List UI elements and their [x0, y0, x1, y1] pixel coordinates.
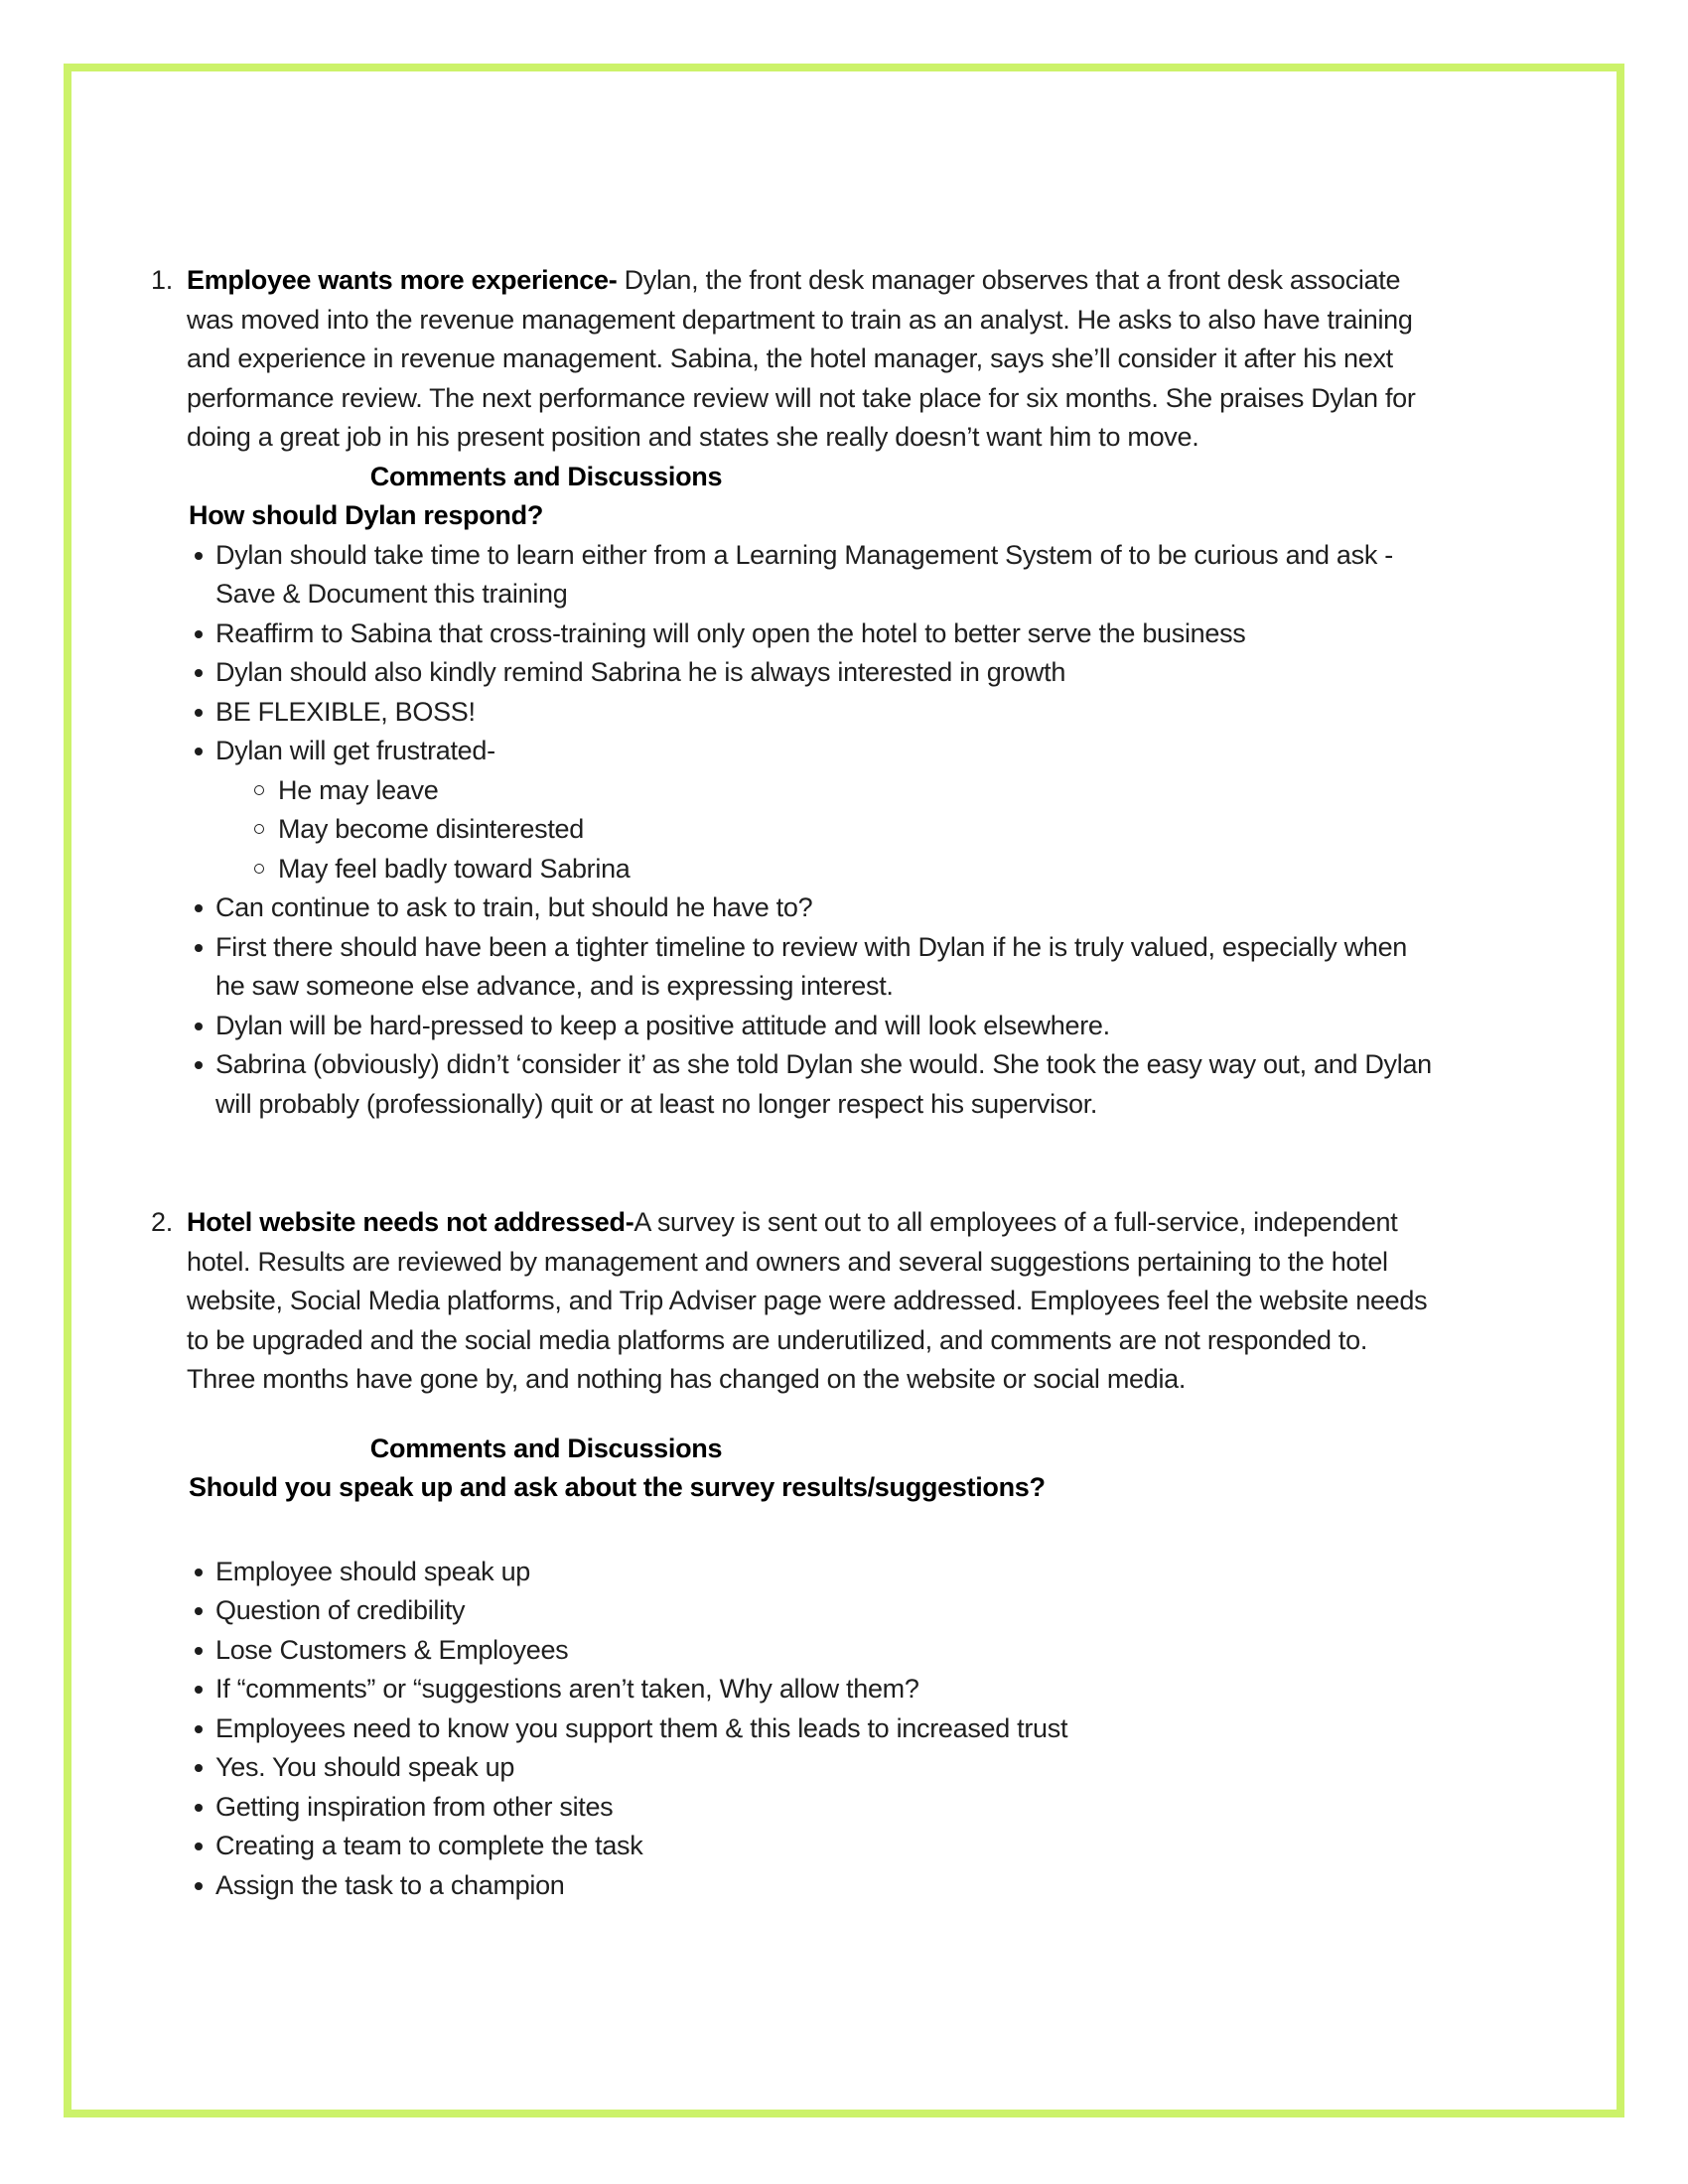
- bullet-icon: [195, 1804, 203, 1812]
- bullet-icon: [195, 1882, 203, 1890]
- numbered-item-2: [149, 1203, 1440, 1400]
- bullet-icon: [195, 1647, 203, 1655]
- document-content: [149, 0, 1440, 1905]
- sub-list-item: [149, 810, 1440, 850]
- comments-heading: Comments and Discussions: [369, 1433, 723, 1463]
- bullet-icon: [195, 1607, 203, 1615]
- list-item: [149, 888, 1440, 928]
- bullet-text: May become disinterested: [278, 814, 584, 844]
- list-item: [149, 1748, 1440, 1788]
- list-item: [149, 732, 1440, 771]
- sub-list-item: [149, 771, 1440, 811]
- bullet-text: BE FLEXIBLE, BOSS!: [215, 696, 476, 727]
- list-item: [149, 653, 1440, 693]
- comments-heading: Comments and Discussions: [369, 461, 723, 491]
- item-number: 1.: [151, 265, 173, 295]
- bullet-icon: [195, 630, 203, 638]
- bullet-icon: [195, 748, 203, 755]
- list-item: [149, 1788, 1440, 1828]
- bullet-icon: [195, 1569, 203, 1576]
- bullet-icon: [195, 1843, 203, 1850]
- bullet-text: First there should have been a tighter timeline to review with Dylan if he is truly valued, especially when he saw someone else advance, and is expressing interest.: [215, 931, 1408, 1001]
- bullet-icon: [195, 904, 203, 912]
- bullet-icon: [195, 1061, 203, 1069]
- sub-list-item: [149, 850, 1440, 889]
- item-body: Dylan, the front desk manager observes that a front desk associate was moved into the revenue management department to train as an analyst. He asks to also have training and experience in revenue management. Sabina, the hotel manager, says she’ll consider it after his next performance review. The next performance review will not take place for six months. She praises Dylan for doing a great job in his present position and states she really doesn’t want him to move.: [187, 265, 1416, 452]
- list-item: [149, 1827, 1440, 1866]
- bullet-text: Getting inspiration from other sites: [215, 1791, 614, 1822]
- bullet-icon: [195, 944, 203, 952]
- bullet-text: May feel badly toward Sabrina: [278, 853, 631, 884]
- bullet-icon: [195, 1725, 203, 1733]
- bullet-text: Question of credibility: [215, 1595, 466, 1625]
- item-title: Hotel website needs not addressed-: [187, 1207, 634, 1237]
- list-item: [149, 928, 1440, 1007]
- list-item: [149, 536, 1440, 614]
- bullet-icon: [195, 1764, 203, 1772]
- bullet-text: Reaffirm to Sabina that cross-training will only open the hotel to better serve the business: [215, 617, 1246, 648]
- circle-bullet-icon: [254, 785, 264, 795]
- list-item: [149, 1591, 1440, 1631]
- list-item: [149, 1866, 1440, 1906]
- list-item: [149, 1553, 1440, 1592]
- list-item: [149, 614, 1440, 654]
- bullet-text: Can continue to ask to train, but should he have to?: [215, 892, 813, 922]
- bullet-text: Dylan will get frustrated-: [215, 736, 495, 765]
- list-item: [149, 693, 1440, 733]
- list-item: [149, 1709, 1440, 1749]
- bullet-text: Lose Customers & Employees: [215, 1634, 569, 1665]
- bullet-text: Sabrina (obviously) didn’t ‘consider it’ as she told Dylan she would. She took the easy way out, and Dylan will probably (professionally) quit or at least no longer respect his supervisor.: [215, 1049, 1432, 1119]
- item-title: Employee wants more experience-: [187, 265, 618, 295]
- list-item: [149, 1045, 1440, 1124]
- circle-bullet-icon: [254, 864, 264, 874]
- bullet-text: Creating a team to complete the task: [215, 1831, 643, 1860]
- numbered-item-1: [149, 261, 1440, 458]
- bullet-icon: [195, 1686, 203, 1694]
- list-item: [149, 1007, 1440, 1046]
- question-heading: Should you speak up and ask about the survey results/suggestions?: [189, 1472, 1046, 1502]
- bullet-text: If “comments” or “suggestions aren’t taken, Why allow them?: [215, 1674, 919, 1704]
- question-heading: How should Dylan respond?: [189, 500, 544, 530]
- bullet-text: Employee should speak up: [215, 1556, 531, 1586]
- circle-bullet-icon: [254, 824, 264, 834]
- bullet-text: Employees need to know you support them & this leads to increased trust: [215, 1712, 1068, 1743]
- bullet-icon: [195, 709, 203, 717]
- bullet-list-2: [149, 1553, 1440, 1906]
- item-body: A survey is sent out to all employees of a full-service, independent hotel. Results are reviewed by management and owners and several suggestions pertaining to the hotel website, Social Media platforms, and Trip Adviser page were addressed. Employees feel the website needs to be upgraded and the social media platforms are underutilized, and comments are not responded to. Three months have gone by, and nothing has changed on the website or social media.: [187, 1207, 1428, 1394]
- item-number: 2.: [151, 1207, 173, 1237]
- bullet-text: Dylan should take time to learn either from a Learning Management System of to be curious and ask -Save & Document this training: [215, 539, 1393, 609]
- bullet-list-1: [149, 536, 1440, 1125]
- bullet-text: Dylan will be hard-pressed to keep a positive attitude and will look elsewhere.: [215, 1010, 1110, 1040]
- bullet-text: Assign the task to a champion: [215, 1869, 565, 1900]
- bullet-text: He may leave: [278, 774, 439, 805]
- list-item: [149, 1631, 1440, 1671]
- bullet-icon: [195, 669, 203, 677]
- bullet-icon: [195, 552, 203, 560]
- bullet-icon: [195, 1023, 203, 1030]
- list-item: [149, 1670, 1440, 1709]
- bullet-text: Yes. You should speak up: [215, 1752, 515, 1782]
- bullet-text: Dylan should also kindly remind Sabrina he is always interested in growth: [215, 657, 1066, 687]
